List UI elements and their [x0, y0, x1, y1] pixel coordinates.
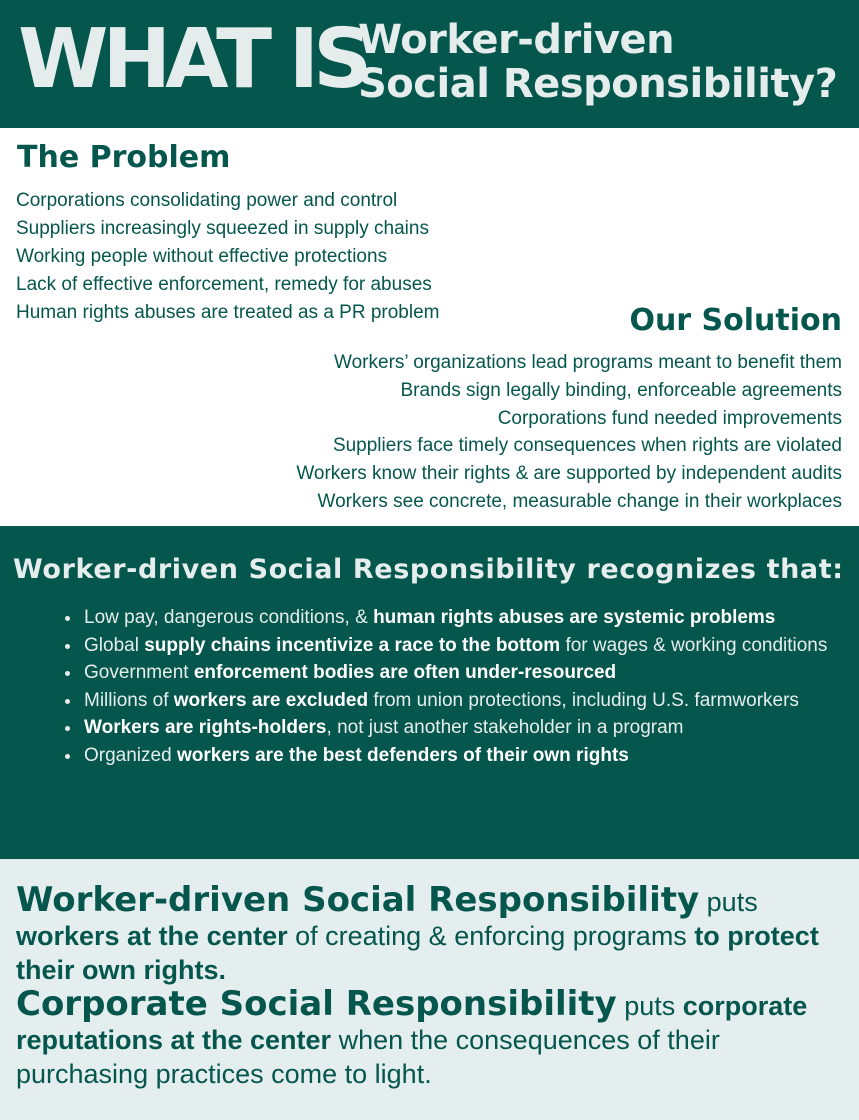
comparison-section [0, 859, 859, 1120]
comparison-text [16, 880, 846, 1091]
item-text: Low pay, dangerous conditions, & [84, 607, 374, 628]
recognizes-title: Worker-driven Social Responsibility recognizes that: [13, 554, 844, 585]
wsr-heading: Worker-driven Social Responsibility [16, 880, 700, 920]
item-text: Global [84, 634, 145, 656]
header-what-is: WHAT IS [18, 12, 367, 107]
solution-title: Our Solution [629, 303, 842, 338]
wsr-text: puts [699, 887, 758, 917]
problem-item: Lack of effective enforcement, remedy for abuses [16, 274, 432, 295]
solution-list [296, 349, 842, 516]
header-subtitle [358, 18, 837, 106]
item-text: from union protections, including U.S. farmworkers [368, 689, 799, 711]
item-bold-text: supply chains incentivize a race to the bottom [144, 634, 561, 656]
item-bold-text: Workers are rights-holders [84, 717, 327, 738]
csr-statement [16, 984, 846, 1091]
solution-item: Corporations fund needed improvements [497, 407, 842, 429]
solution-item: Brands sign legally binding, enforceable agreements [400, 379, 842, 401]
csr-heading: Corporate Social Responsibility [16, 984, 617, 1024]
item-bold-text: enforcement bodies are often under-resourced [193, 662, 617, 683]
header-banner [0, 0, 859, 128]
recognizes-item [84, 687, 854, 715]
csr-text: when the consequences of their purchasing practices come to light. [16, 1025, 720, 1089]
header-subtitle-line2: Social Responsibility? [358, 61, 838, 107]
item-text: Government [84, 662, 194, 683]
item-bold-text: human rights abuses are systemic problems [373, 607, 776, 628]
problem-item: Corporations consolidating power and control [16, 190, 398, 211]
problem-item: Suppliers increasingly squeezed in supply chains [16, 218, 429, 239]
wsr-bold-text: workers at the center [16, 921, 288, 951]
solution-item: Suppliers face timely consequences when rights are violated [332, 435, 842, 457]
csr-bold-text: corporate reputations at the center [16, 991, 808, 1055]
recognizes-item [84, 632, 854, 660]
item-bold-text: workers are excluded [173, 689, 369, 711]
item-text: Organized [84, 744, 177, 766]
item-bold-text: workers are the best defenders of their own rights [176, 744, 629, 766]
item-text: , not just another stakeholder in a program [326, 717, 684, 738]
csr-text: puts [616, 991, 683, 1021]
item-text: for wages & working conditions [560, 634, 828, 656]
solution-item: Workers’ organizations lead programs meant to benefit them [334, 352, 842, 373]
wsr-text: of creating & enforcing programs [287, 921, 695, 951]
solution-item: Workers see concrete, measurable change in their workplaces [317, 490, 842, 512]
recognizes-item [84, 742, 854, 770]
recognizes-list [62, 604, 854, 769]
recognizes-item [84, 659, 854, 687]
recognizes-item [84, 714, 854, 742]
problem-item: Human rights abuses are treated as a PR problem [16, 302, 440, 323]
problem-title: The Problem [17, 140, 231, 175]
problem-list [16, 187, 440, 327]
recognizes-item [84, 604, 854, 632]
problem-item: Working people without effective protections [16, 246, 388, 267]
solution-item: Workers know their rights & are supported by independent audits [296, 463, 842, 485]
wsr-bold-text: to protect their own rights. [16, 921, 819, 985]
recognizes-section [0, 526, 859, 859]
item-text: Millions of [84, 689, 174, 711]
wsr-statement [16, 880, 846, 987]
header-subtitle-line1: Worker-driven [358, 17, 675, 63]
